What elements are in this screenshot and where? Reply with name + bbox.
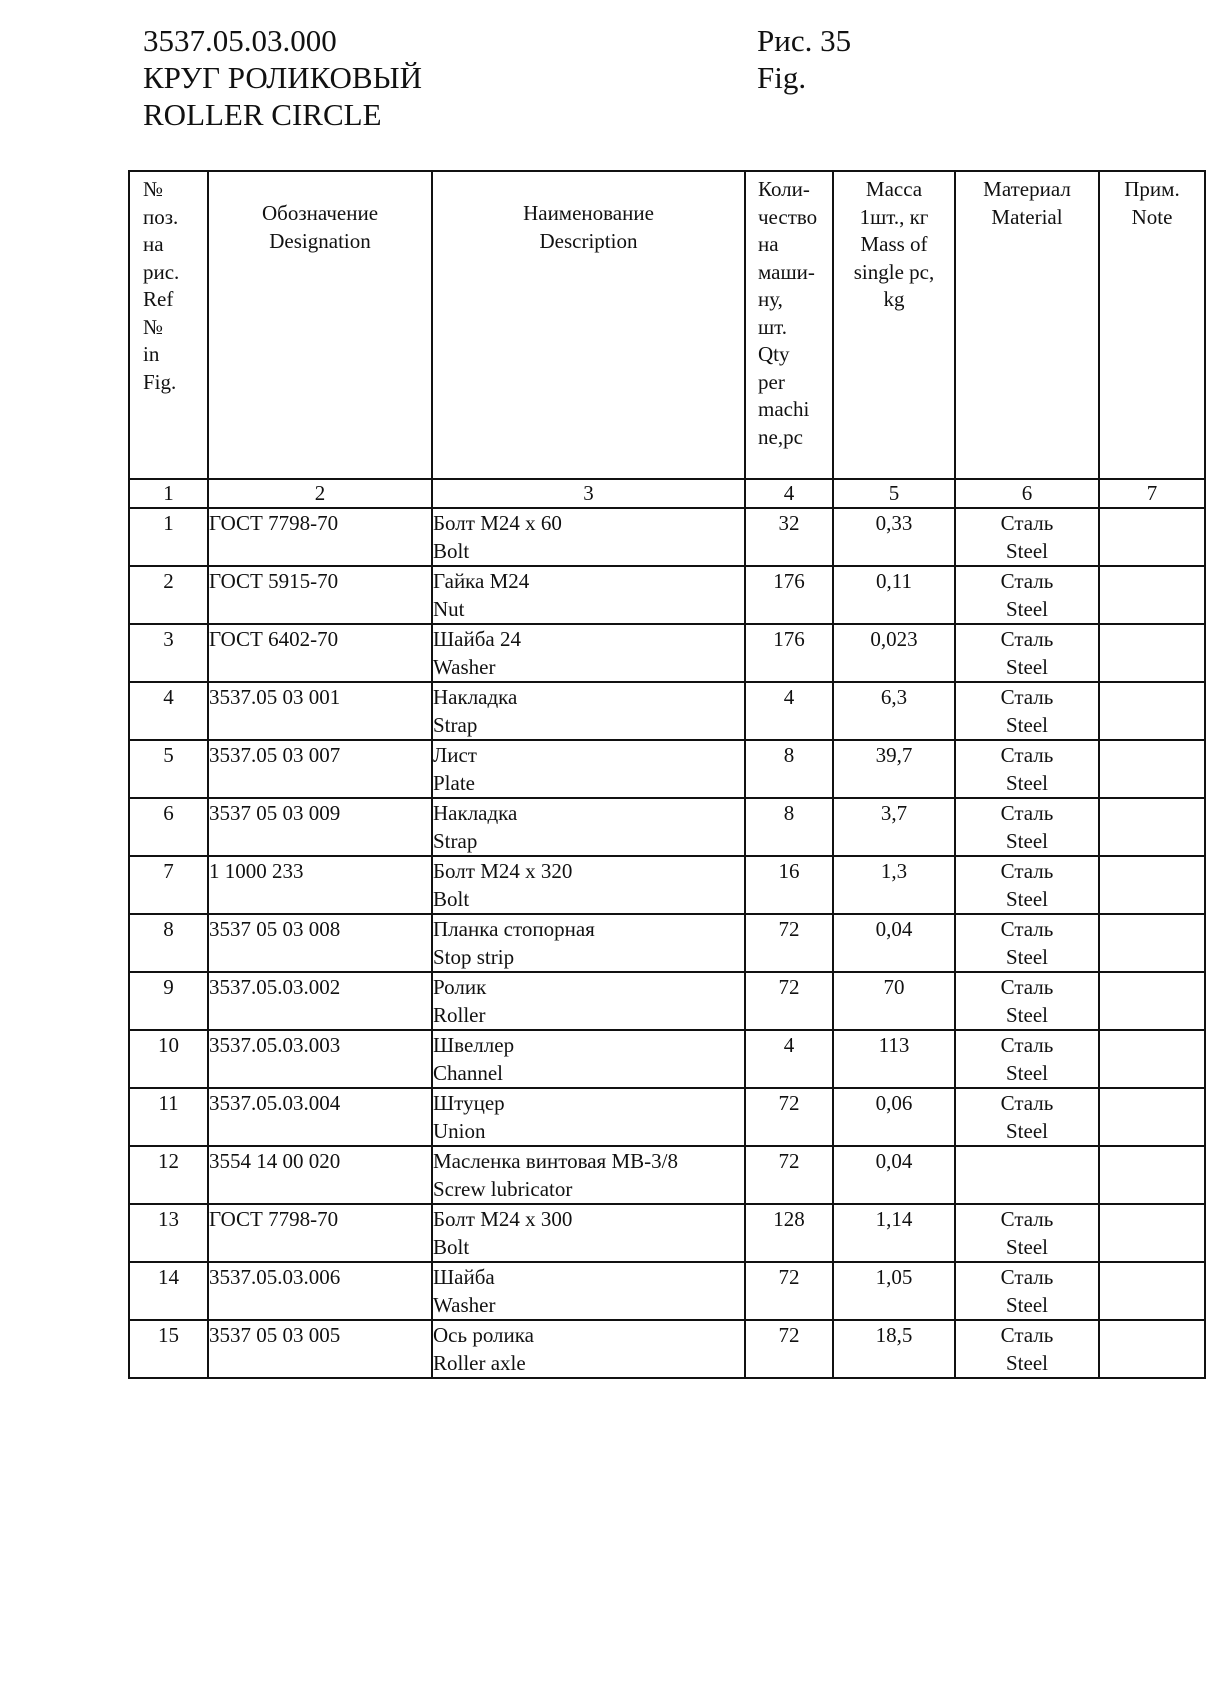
ref-number-cell [129, 1088, 208, 1146]
note-cell [1099, 1146, 1205, 1204]
material-cell-ru: Сталь [1000, 975, 1054, 999]
material-cell [955, 798, 1099, 856]
table-row [129, 566, 1205, 624]
mass-cell-text: 0,06 [875, 1091, 913, 1115]
description-cell [432, 624, 745, 682]
ref-number-cell-text: 6 [163, 801, 174, 825]
table-row [129, 1146, 1205, 1204]
header-ref-line: in [143, 342, 160, 366]
figure-number-ru: Рис. 35 [757, 23, 852, 58]
description-cell [432, 566, 745, 624]
designation-cell [208, 798, 432, 856]
description-cell-ru: Накладка [433, 685, 518, 709]
material-cell-en: Steel [1006, 1350, 1048, 1375]
header-ref [129, 171, 208, 479]
mass-cell-text: 113 [878, 1033, 910, 1057]
designation-cell [208, 1030, 432, 1088]
material-cell-en: Steel [1006, 886, 1048, 911]
ref-number-cell [129, 682, 208, 740]
note-cell [1099, 798, 1205, 856]
mass-cell [833, 508, 955, 566]
designation-cell-text: 3554 14 00 020 [209, 1149, 341, 1173]
description-cell-en: Washer [433, 1292, 496, 1317]
header-mass-line: single pc, [853, 259, 935, 284]
material-cell-en: Steel [1006, 712, 1048, 737]
mass-cell [833, 1204, 955, 1262]
description-cell-ru: Накладка [433, 801, 518, 825]
ref-number-cell-text: 3 [163, 627, 174, 651]
mass-cell [833, 566, 955, 624]
description-cell-en: Union [433, 1118, 486, 1143]
designation-cell-text: 3537 05 03 009 [209, 801, 341, 825]
material-cell-en: Steel [1006, 1002, 1048, 1027]
table-row [129, 1088, 1205, 1146]
table-row [129, 1262, 1205, 1320]
ref-number-cell [129, 856, 208, 914]
qty-cell [745, 856, 833, 914]
header-qty-line: Коли- [758, 177, 810, 201]
ref-number-cell-text: 14 [158, 1265, 179, 1289]
mass-cell-text: 0,023 [870, 627, 918, 651]
header-mass [833, 171, 955, 479]
header-mass-line: Mass of [860, 232, 928, 256]
table-row [129, 972, 1205, 1030]
qty-cell-text: 72 [778, 975, 800, 999]
figure-reference [757, 22, 851, 96]
mass-cell-text: 70 [883, 975, 905, 999]
designation-cell-text: 3537.05 03 007 [209, 743, 341, 767]
header-note [1099, 171, 1205, 479]
material-cell [955, 566, 1099, 624]
mass-cell [833, 1030, 955, 1088]
designation-cell [208, 972, 432, 1030]
material-cell [955, 1204, 1099, 1262]
title-ru: КРУГ РОЛИКОВЫЙ [143, 60, 423, 95]
qty-cell [745, 740, 833, 798]
material-cell-ru: Сталь [1000, 685, 1054, 709]
material-cell-ru: Сталь [1000, 859, 1054, 883]
qty-cell [745, 1320, 833, 1378]
note-cell [1099, 740, 1205, 798]
description-cell-en: Bolt [433, 1234, 470, 1259]
qty-cell [745, 508, 833, 566]
header-qty-line: Qty [758, 342, 790, 366]
description-cell-en: Roller axle [433, 1350, 526, 1375]
ref-number-cell [129, 508, 208, 566]
designation-cell-text: ГОСТ 7798-70 [209, 1207, 339, 1231]
qty-cell-text: 8 [783, 743, 795, 767]
header-ref-line: поз. [143, 204, 179, 229]
designation-cell-text: 3537.05.03.004 [209, 1091, 341, 1115]
designation-cell [208, 740, 432, 798]
qty-cell-text: 4 [783, 685, 795, 709]
ref-number-cell [129, 914, 208, 972]
note-cell [1099, 914, 1205, 972]
qty-cell-text: 128 [773, 1207, 805, 1231]
description-cell-ru: Штуцер [433, 1091, 505, 1115]
description-cell [432, 1262, 745, 1320]
designation-cell-text: ГОСТ 6402-70 [209, 627, 339, 651]
designation-cell [208, 1088, 432, 1146]
designation-cell-text: 3537 05 03 005 [209, 1323, 341, 1347]
description-cell [432, 1204, 745, 1262]
material-cell-ru: Сталь [1000, 511, 1054, 535]
mass-cell [833, 682, 955, 740]
description-cell-ru: Лист [433, 743, 477, 767]
material-cell [955, 624, 1099, 682]
qty-cell [745, 1146, 833, 1204]
designation-cell-text: ГОСТ 7798-70 [209, 511, 339, 535]
qty-cell-text: 176 [773, 627, 805, 651]
mass-cell [833, 1146, 955, 1204]
designation-cell-text: 3537 05 03 008 [209, 917, 341, 941]
note-cell [1099, 566, 1205, 624]
mass-cell-text: 1,05 [875, 1265, 913, 1289]
material-cell [955, 740, 1099, 798]
description-cell [432, 1320, 745, 1378]
designation-cell [208, 1262, 432, 1320]
description-cell [432, 914, 745, 972]
column-number: 4 [745, 479, 833, 508]
material-cell-ru: Сталь [1000, 1207, 1054, 1231]
description-cell-ru: Гайка М24 [433, 569, 530, 593]
qty-cell [745, 1204, 833, 1262]
description-cell-ru: Масленка винтовая МВ-3/8 [433, 1149, 678, 1173]
description-cell-en: Screw lubricator [433, 1176, 573, 1201]
header-mass-line: kg [883, 287, 905, 311]
table-row [129, 624, 1205, 682]
mass-cell [833, 972, 955, 1030]
description-cell-en: Plate [433, 770, 475, 795]
header-description [432, 171, 745, 479]
note-cell [1099, 972, 1205, 1030]
designation-cell [208, 508, 432, 566]
mass-cell [833, 1088, 955, 1146]
ref-number-cell [129, 1320, 208, 1378]
mass-cell [833, 624, 955, 682]
qty-cell [745, 624, 833, 682]
designation-cell [208, 1146, 432, 1204]
parts-table [128, 170, 1206, 1379]
material-cell-ru: Сталь [1000, 569, 1054, 593]
header-qty-line: per [758, 369, 785, 394]
note-cell [1099, 1204, 1205, 1262]
ref-number-cell-text: 15 [158, 1323, 179, 1347]
description-cell [432, 856, 745, 914]
qty-cell-text: 176 [773, 569, 805, 593]
qty-cell-text: 72 [778, 1149, 800, 1173]
table-row [129, 740, 1205, 798]
ref-number-cell [129, 1204, 208, 1262]
description-cell-ru: Швеллер [433, 1033, 515, 1057]
material-cell-ru: Сталь [1000, 743, 1054, 767]
figure-label-en: Fig. [757, 60, 807, 95]
mass-cell [833, 740, 955, 798]
qty-cell-text: 72 [778, 1265, 800, 1289]
ref-number-cell [129, 566, 208, 624]
header-ref-line: Fig. [143, 369, 177, 394]
qty-cell-text: 72 [778, 1323, 800, 1347]
description-cell-en: Nut [433, 596, 465, 621]
note-cell [1099, 1088, 1205, 1146]
qty-cell [745, 682, 833, 740]
mass-cell-text: 3,7 [880, 801, 908, 825]
description-cell-ru: Болт М24 x 300 [433, 1207, 573, 1231]
description-cell-en: Washer [433, 654, 496, 679]
mass-cell [833, 856, 955, 914]
description-cell [432, 1146, 745, 1204]
ref-number-cell-text: 1 [163, 511, 174, 535]
qty-cell-text: 72 [778, 917, 800, 941]
material-cell [955, 682, 1099, 740]
ref-number-cell [129, 1146, 208, 1204]
ref-number-cell [129, 798, 208, 856]
mass-cell-text: 1,3 [880, 859, 908, 883]
table-row [129, 1204, 1205, 1262]
column-number: 3 [432, 479, 745, 508]
column-number: 2 [208, 479, 432, 508]
header-qty-line: ну, [758, 287, 783, 311]
note-cell [1099, 1262, 1205, 1320]
table-row [129, 1030, 1205, 1088]
designation-cell [208, 1320, 432, 1378]
header-qty-line: ne,pc [758, 424, 803, 449]
material-cell [955, 972, 1099, 1030]
table-row [129, 856, 1205, 914]
description-cell-ru: Ролик [433, 975, 487, 999]
ref-number-cell-text: 12 [158, 1149, 179, 1173]
mass-cell [833, 914, 955, 972]
material-cell [955, 508, 1099, 566]
note-cell [1099, 508, 1205, 566]
table-row [129, 1320, 1205, 1378]
qty-cell-text: 16 [778, 859, 800, 883]
description-cell-ru: Ось ролика [433, 1323, 534, 1347]
table-row [129, 682, 1205, 740]
designation-cell-text: 3537.05.03.002 [209, 975, 341, 999]
ref-number-cell [129, 624, 208, 682]
header-designation-en: Designation [269, 228, 371, 253]
description-cell [432, 740, 745, 798]
note-cell [1099, 856, 1205, 914]
header-note-en: Note [1131, 204, 1173, 229]
designation-cell [208, 856, 432, 914]
header-note-ru: Прим. [1124, 177, 1180, 201]
description-cell [432, 1030, 745, 1088]
material-cell-en: Steel [1006, 654, 1048, 679]
designation-cell-text: 3537.05.03.003 [209, 1033, 341, 1057]
material-cell-ru: Сталь [1000, 917, 1054, 941]
table-row [129, 508, 1205, 566]
designation-cell [208, 624, 432, 682]
document-header-left [143, 22, 422, 133]
header-qty-line: чество [758, 204, 818, 229]
mass-cell-text: 6,3 [880, 685, 908, 709]
material-cell-ru: Сталь [1000, 1033, 1054, 1057]
ref-number-cell [129, 972, 208, 1030]
note-cell [1099, 624, 1205, 682]
material-cell-en: Steel [1006, 538, 1048, 563]
header-ref-line: рис. [143, 259, 180, 284]
qty-cell-text: 72 [778, 1091, 800, 1115]
ref-number-cell-text: 13 [158, 1207, 179, 1231]
ref-number-cell-text: 8 [163, 917, 174, 941]
designation-cell-text: ГОСТ 5915-70 [209, 569, 339, 593]
description-cell-en: Channel [433, 1060, 503, 1085]
qty-cell [745, 566, 833, 624]
ref-number-cell-text: 5 [163, 743, 174, 767]
header-mass-line: 1шт., кг [859, 204, 929, 229]
material-cell-ru: Сталь [1000, 1323, 1054, 1347]
designation-cell-text: 3537.05 03 001 [209, 685, 341, 709]
material-cell-ru: Сталь [1000, 1265, 1054, 1289]
description-cell [432, 508, 745, 566]
material-cell-en: Steel [1006, 944, 1048, 969]
designation-cell [208, 566, 432, 624]
material-cell [955, 1262, 1099, 1320]
header-ref-line: № [143, 177, 164, 201]
header-designation-ru: Обозначение [261, 201, 379, 225]
mass-cell [833, 798, 955, 856]
mass-cell-text: 39,7 [875, 743, 913, 767]
ref-number-cell-text: 7 [163, 859, 174, 883]
ref-number-cell [129, 1262, 208, 1320]
title-en: ROLLER CIRCLE [143, 97, 382, 132]
description-cell-en: Stop strip [433, 944, 515, 969]
description-cell [432, 972, 745, 1030]
header-material-ru: Материал [983, 177, 1071, 201]
qty-cell [745, 914, 833, 972]
table-header-row [129, 171, 1205, 479]
material-cell-en: Steel [1006, 1060, 1048, 1085]
drawing-code: 3537.05.03.000 [143, 23, 337, 58]
header-material [955, 171, 1099, 479]
column-number: 5 [833, 479, 955, 508]
qty-cell [745, 972, 833, 1030]
ref-number-cell-text: 9 [163, 975, 174, 999]
designation-cell [208, 1204, 432, 1262]
header-ref-line: Ref [143, 287, 174, 311]
header-qty-line: machi [758, 397, 810, 421]
ref-number-cell [129, 1030, 208, 1088]
qty-cell-text: 4 [783, 1033, 795, 1057]
description-cell-en: Roller [433, 1002, 486, 1027]
material-cell [955, 1320, 1099, 1378]
description-cell-en: Bolt [433, 886, 470, 911]
header-material-en: Material [991, 204, 1063, 229]
header-ref-line: № [143, 314, 164, 339]
material-cell-en: Steel [1006, 1234, 1048, 1259]
description-cell [432, 798, 745, 856]
material-cell-ru: Сталь [1000, 627, 1054, 651]
header-description-ru: Наименование [523, 201, 654, 225]
material-cell [955, 1030, 1099, 1088]
description-cell-ru: Болт М24 x 60 [433, 511, 562, 535]
mass-cell [833, 1262, 955, 1320]
description-cell-ru: Шайба 24 [433, 627, 521, 651]
ref-number-cell-text: 10 [158, 1033, 179, 1057]
qty-cell [745, 1030, 833, 1088]
description-cell [432, 1088, 745, 1146]
material-cell [955, 1088, 1099, 1146]
column-number: 7 [1099, 479, 1205, 508]
description-cell-en: Bolt [433, 538, 470, 563]
material-cell [955, 856, 1099, 914]
designation-cell [208, 914, 432, 972]
description-cell [432, 682, 745, 740]
header-qty-line: на [758, 232, 779, 256]
note-cell [1099, 1030, 1205, 1088]
mass-cell-text: 0,04 [875, 1149, 913, 1173]
mass-cell-text: 1,14 [875, 1207, 913, 1231]
column-number: 1 [129, 479, 208, 508]
table-row [129, 914, 1205, 972]
header-ref-line: на [143, 232, 164, 256]
column-number: 6 [955, 479, 1099, 508]
header-designation [208, 171, 432, 479]
material-cell [955, 1146, 1099, 1204]
note-cell [1099, 1320, 1205, 1378]
header-mass-line: Масса [865, 177, 923, 201]
qty-cell-text: 8 [783, 801, 795, 825]
column-number-row [129, 479, 1205, 508]
qty-cell [745, 1088, 833, 1146]
description-cell-ru: Болт М24 x 320 [433, 859, 573, 883]
description-cell-en: Strap [433, 712, 478, 737]
material-cell-ru: Сталь [1000, 1091, 1054, 1115]
ref-number-cell-text: 11 [158, 1091, 179, 1115]
mass-cell-text: 0,11 [876, 569, 912, 593]
header-qty-line: маши- [758, 259, 815, 284]
material-cell-en: Steel [1006, 1118, 1048, 1143]
mass-cell [833, 1320, 955, 1378]
ref-number-cell-text: 4 [163, 685, 174, 709]
qty-cell-text: 32 [778, 511, 800, 535]
qty-cell [745, 1262, 833, 1320]
material-cell [955, 914, 1099, 972]
header-qty [745, 171, 833, 479]
mass-cell-text: 0,04 [875, 917, 913, 941]
header-description-en: Description [539, 228, 638, 253]
material-cell-en: Steel [1006, 1292, 1048, 1317]
material-cell-en: Steel [1006, 770, 1048, 795]
ref-number-cell-text: 2 [163, 569, 174, 593]
designation-cell-text: 1 1000 233 [209, 859, 304, 883]
designation-cell-text: 3537.05.03.006 [209, 1265, 341, 1289]
description-cell-en: Strap [433, 828, 478, 853]
description-cell-ru: Планка стопорная [433, 917, 595, 941]
ref-number-cell [129, 740, 208, 798]
material-cell-en: Steel [1006, 828, 1048, 853]
description-cell-ru: Шайба [433, 1265, 495, 1289]
material-cell-en: Steel [1006, 596, 1048, 621]
material-cell-ru: Сталь [1000, 801, 1054, 825]
header-qty-line: шт. [758, 314, 788, 339]
table-row [129, 798, 1205, 856]
qty-cell [745, 798, 833, 856]
mass-cell-text: 0,33 [875, 511, 913, 535]
designation-cell [208, 682, 432, 740]
mass-cell-text: 18,5 [875, 1323, 913, 1347]
note-cell [1099, 682, 1205, 740]
